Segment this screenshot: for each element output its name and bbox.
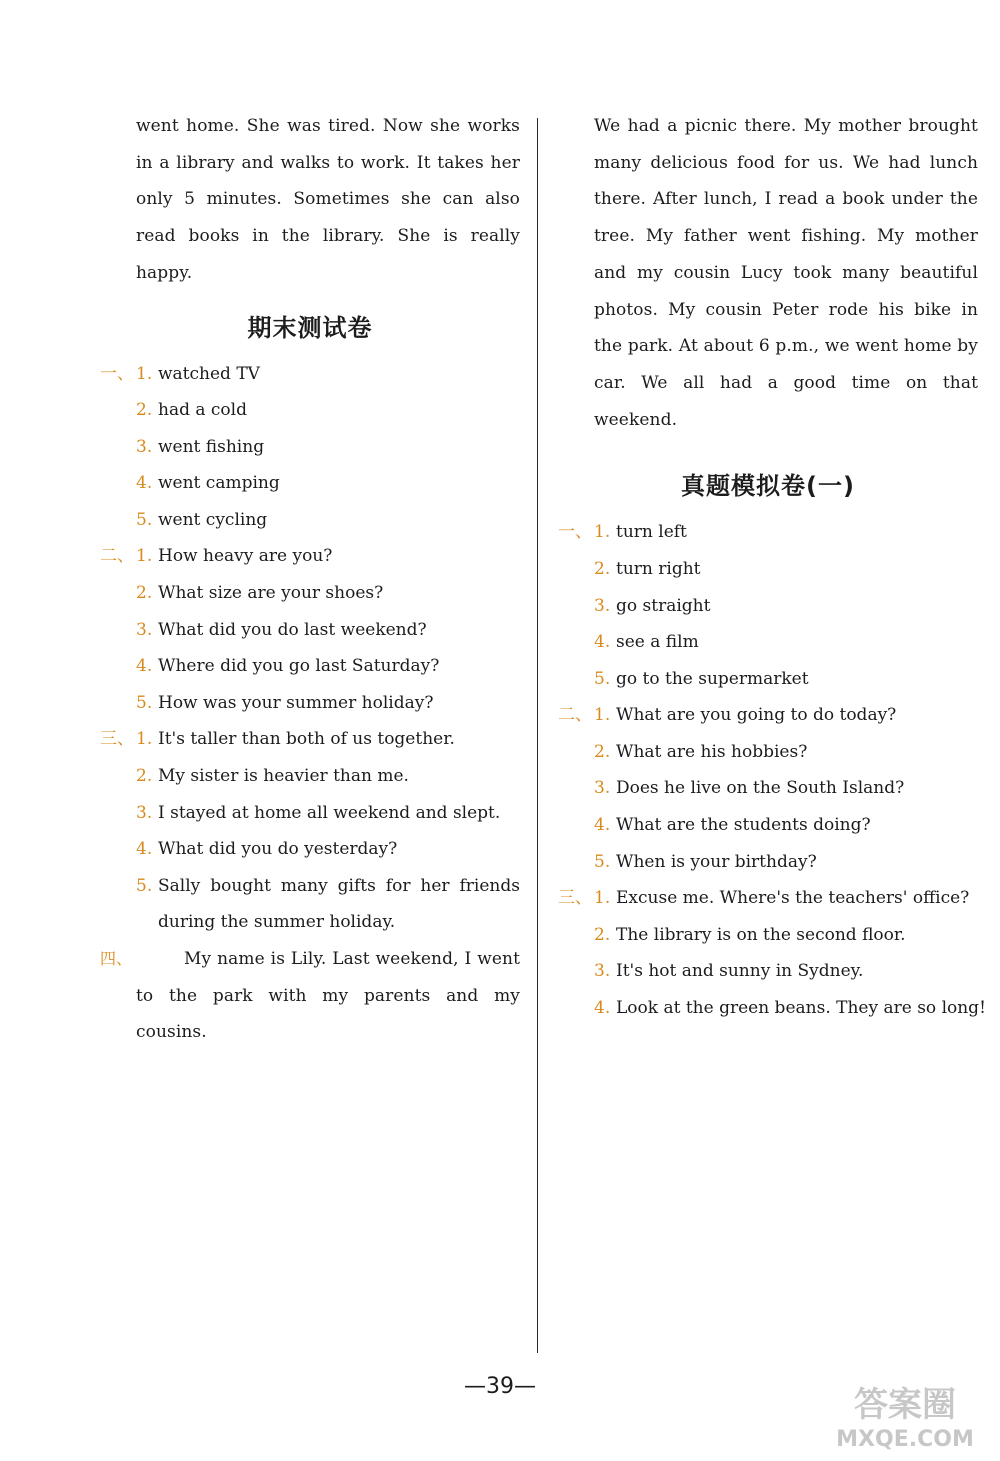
list-item xyxy=(100,795,520,832)
item-text: Excuse me. Where's the teachers' office? xyxy=(616,888,970,909)
list-item xyxy=(100,612,520,649)
list-item xyxy=(100,465,520,502)
item-number: 2. xyxy=(136,583,153,604)
item-number: 1. xyxy=(594,888,611,909)
item-number: 5. xyxy=(594,851,611,872)
page-number: —39— xyxy=(464,1374,536,1399)
item-text: Look at the green beans. They are so long! xyxy=(616,998,986,1019)
item-number: 5. xyxy=(136,509,153,530)
list-item xyxy=(558,990,986,1027)
item-number: 2. xyxy=(594,924,611,945)
item-number: 1. xyxy=(136,363,153,384)
section-title-final-exam: 期末测试卷 xyxy=(247,313,373,342)
item-text: When is your birthday? xyxy=(616,851,817,872)
item-number: 5. xyxy=(594,668,611,689)
item-text: turn right xyxy=(616,558,701,579)
list-item xyxy=(558,880,978,917)
item-number: 1. xyxy=(136,546,153,567)
item-text: went camping xyxy=(158,473,280,494)
item-text: see a film xyxy=(616,632,699,653)
section-marker: 三、 xyxy=(558,888,592,909)
list-item xyxy=(558,770,978,807)
item-number: 4. xyxy=(136,656,153,677)
item-text: What are you going to do today? xyxy=(616,705,897,726)
list-item xyxy=(100,392,520,429)
item-text: How heavy are you? xyxy=(158,546,333,567)
item-text: What did you do last weekend? xyxy=(158,619,427,640)
item-text: go to the supermarket xyxy=(616,668,809,689)
list-item xyxy=(558,734,978,771)
left-column xyxy=(100,108,520,1051)
item-number: 4. xyxy=(136,473,153,494)
list-item xyxy=(558,807,978,844)
item-number: 3. xyxy=(136,619,153,640)
part-four-text: My name is Lily. Last weekend, I went to the park with my parents and my cousins. xyxy=(136,949,520,1043)
item-number: 4. xyxy=(594,632,611,653)
list-item xyxy=(100,575,520,612)
list-item xyxy=(558,917,978,954)
item-text: Sally bought many gifts for her friends xyxy=(158,875,520,896)
item-number: 3. xyxy=(136,802,153,823)
item-text: It's taller than both of us together. xyxy=(158,729,455,750)
item-text: Where did you go last Saturday? xyxy=(158,656,440,677)
item-text-continuation: during the summer holiday. xyxy=(158,912,396,933)
item-text: go straight xyxy=(616,595,711,616)
list-item xyxy=(558,551,978,588)
list-item xyxy=(558,588,978,625)
list-item xyxy=(558,514,978,551)
intro-paragraph: went home. She was tired. Now she works in a library and walks to work. It takes her only 5 minutes. Sometimes she can also read books in the library. She is really happy. xyxy=(136,116,520,283)
list-item xyxy=(100,758,520,795)
item-text: What did you do yesterday? xyxy=(158,839,398,860)
item-number: 3. xyxy=(594,595,611,616)
watermark-domain: MXQE.COM xyxy=(836,1427,974,1452)
item-text: What are his hobbies? xyxy=(616,741,808,762)
section-marker: 二、 xyxy=(100,546,134,567)
list-item xyxy=(100,685,520,722)
item-text: My sister is heavier than me. xyxy=(158,766,409,787)
list-item xyxy=(558,661,978,698)
item-text: What are the students doing? xyxy=(616,815,871,836)
item-number: 4. xyxy=(594,998,611,1019)
item-text: turn left xyxy=(616,522,687,543)
list-item xyxy=(558,844,978,881)
column-divider xyxy=(537,118,538,1353)
item-text: It's hot and sunny in Sydney. xyxy=(616,961,864,982)
item-number: 2. xyxy=(594,558,611,579)
item-number: 1. xyxy=(136,729,153,750)
item-text: I stayed at home all weekend and slept. xyxy=(158,802,501,823)
list-item xyxy=(558,624,978,661)
list-item xyxy=(100,356,520,393)
section-marker: 三、 xyxy=(100,729,134,750)
continued-paragraph: We had a picnic there. My mother brought many delicious food for us. We had lunch there. After lunch, I read a book under the tree. My father went fishing. My mother and my cousin Lucy took many beautiful photos. My cousin Peter rode his bike in the park. At about 6 p.m., we went home by car. We all had a good time on that weekend. xyxy=(594,116,978,430)
watermark-logo xyxy=(830,1376,980,1454)
item-text: went fishing xyxy=(158,436,265,457)
item-number: 4. xyxy=(136,839,153,860)
item-number: 3. xyxy=(136,436,153,457)
section-marker: 一、 xyxy=(558,522,592,543)
item-text: The library is on the second floor. xyxy=(616,924,906,945)
item-number: 5. xyxy=(136,692,153,713)
item-text: watched TV xyxy=(158,363,260,384)
section-marker: 一、 xyxy=(100,363,134,384)
item-text: had a cold xyxy=(158,400,247,421)
list-item xyxy=(100,648,520,685)
list-item-continuation xyxy=(100,904,520,941)
list-item xyxy=(558,697,978,734)
list-item xyxy=(100,721,520,758)
part-four xyxy=(100,941,520,1051)
item-number: 3. xyxy=(594,961,611,982)
item-text: How was your summer holiday? xyxy=(158,692,434,713)
watermark-text: 答案圈 xyxy=(854,1385,956,1425)
list-item xyxy=(100,429,520,466)
list-item xyxy=(558,953,978,990)
section-title-mock-exam: 真题模拟卷(一) xyxy=(681,472,855,501)
item-number: 1. xyxy=(594,522,611,543)
item-number: 1. xyxy=(594,705,611,726)
list-item xyxy=(100,502,520,539)
item-number: 3. xyxy=(594,778,611,799)
item-number: 2. xyxy=(136,400,153,421)
item-number: 2. xyxy=(594,741,611,762)
list-item xyxy=(100,538,520,575)
item-text: went cycling xyxy=(158,509,268,530)
item-number: 4. xyxy=(594,815,611,836)
item-text: What size are your shoes? xyxy=(158,583,384,604)
section-marker: 二、 xyxy=(558,705,592,726)
item-number: 2. xyxy=(136,766,153,787)
list-item xyxy=(100,831,520,868)
list-item xyxy=(100,868,520,905)
section-marker: 四、 xyxy=(100,949,133,969)
right-column xyxy=(558,108,986,1027)
item-text: Does he live on the South Island? xyxy=(616,778,905,799)
item-number: 5. xyxy=(136,875,153,896)
